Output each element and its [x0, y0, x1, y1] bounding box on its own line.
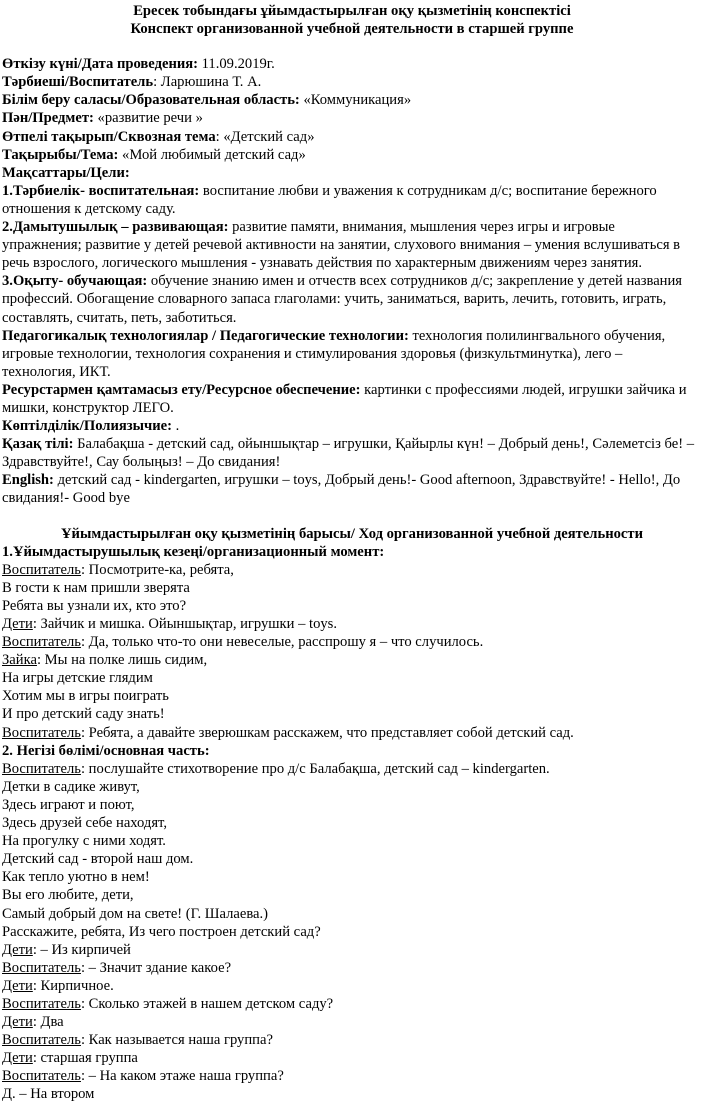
dialogue-line: [0, 579, 704, 597]
speaker-name: Дети: [2, 1050, 33, 1067]
line-text: : Сколько этажей в нашем детском саду?: [80, 995, 334, 1012]
english-vocab-line: [0, 471, 704, 507]
topic-line: [0, 146, 704, 164]
speaker-name: Дети: [2, 616, 33, 632]
line-text: : Ребята, а давайте зверюшкам расскажем, что представляет собой детский сад.: [80, 724, 574, 741]
title-ru: Конспект организованной учебной деятельности в старшей группе: [130, 21, 574, 38]
dialogue-line: [0, 850, 704, 868]
dialogue-line: [0, 778, 704, 796]
goal-developing-label: 2.Дамытушылық – развивающая:: [2, 219, 229, 236]
dialogue-line: [0, 561, 704, 579]
line-text: : старшая группа: [32, 1050, 138, 1067]
goals-heading: Мақсаттары/Цели:: [2, 164, 130, 181]
technologies-text: технология полилингвального обучения, игровые технологии, технология сохранения и стимулирования здоровья (физкультминутка), лего – технология, ИКТ.: [2, 327, 666, 380]
polylingual-label: Көптілділік/Полиязычие:: [2, 418, 173, 435]
line-text: Вы его любите, дети,: [2, 887, 134, 904]
dialogue-line: [0, 977, 704, 995]
dialogue-line: [0, 941, 704, 959]
goal-educational: [0, 182, 704, 218]
dialogue-line: [0, 832, 704, 850]
technologies-label: Педагогикалық технологиялар / Педагогические технологии:: [2, 327, 409, 344]
line-text: : послушайте стихотворение про д/с Балабақша, детский сад – kindergarten.: [80, 760, 550, 777]
cross-topic-line: [0, 128, 704, 146]
line-text: Здесь друзей себе находят,: [2, 815, 167, 832]
part1-dialogue: [0, 561, 704, 742]
date-value: 11.09.2019г.: [198, 56, 275, 73]
line-text: : Мы на полке лишь сидим,: [36, 652, 208, 669]
line-text: Ребята вы узнали их, кто это?: [2, 597, 187, 614]
resources-line: [0, 381, 704, 417]
line-text: На игры детские глядим: [2, 670, 153, 687]
line-text: Д. – На втором: [2, 1086, 95, 1103]
dialogue-line: [0, 905, 704, 923]
cross-topic-value: : «Детский сад»: [215, 128, 315, 145]
polylingual-value: .: [172, 418, 180, 435]
dialogue-line: [0, 597, 704, 615]
line-text: Детский сад - второй наш дом.: [2, 851, 194, 868]
dialogue-line: [0, 615, 704, 633]
english-vocab-label: English:: [2, 472, 54, 489]
topic-value: «Мой любимый детский сад»: [118, 146, 306, 163]
dialogue-line: [0, 1085, 704, 1103]
topic-label: Тақырыбы/Тема:: [2, 146, 119, 163]
document-page: [0, 2, 704, 1104]
goal-developing-text: развитие памяти, внимания, мышления через игры и игровые упражнения; развитие у детей речевой активности на занятии, слухового внимания – умения вслушиваться в речь взрослого, логического мышления - узнавать действия по характерным движениям через занятия.: [2, 219, 681, 272]
line-text: В гости к нам пришли зверята: [2, 579, 190, 596]
dialogue-line: [0, 705, 704, 723]
dialogue-line: [0, 669, 704, 687]
line-text: : Да, только что-то они невеселые, расспрошу я – что случилось.: [80, 634, 484, 651]
course-title: Ұйымдастырылған оқу қызметінің барысы/ Ход организованной учебной деятельности: [61, 525, 643, 542]
date-label: Өткізу күні/Дата проведения:: [2, 56, 199, 73]
speaker-name: Дети: [2, 1014, 33, 1031]
part2-dialogue: [0, 760, 704, 1104]
dialogue-line: [0, 886, 704, 904]
dialogue-line: [0, 995, 704, 1013]
teacher-label: Тәрбиеші/Воспитатель: [2, 74, 154, 91]
dialogue-line: [0, 687, 704, 705]
line-text: Расскажите, ребята, Из чего построен детский сад?: [2, 923, 321, 940]
speaker-name: Воспитатель: [2, 724, 81, 741]
line-text: На прогулку с ними ходят.: [2, 833, 166, 850]
line-text: : – Значит здание какое?: [80, 959, 232, 976]
line-text: Здесь играют и поют,: [2, 796, 135, 813]
subject-value: «развитие речи »: [93, 110, 203, 127]
dialogue-line: [0, 868, 704, 886]
goal-educational-label: 1.Тәрбиелік- воспитательная:: [2, 182, 200, 199]
english-vocab-text: детский сад - kindergarten, игрушки – toys, Добрый день!- Good afternoon, Здравствуйте! - Hello!, До свидания!- Good bye: [2, 472, 681, 507]
goal-educational-text: воспитание любви и уважения к сотрудникам д/с; воспитание бережного отношения к детскому саду.: [2, 182, 657, 217]
dialogue-line: [0, 1031, 704, 1049]
teacher-value: : Ларюшина Т. А.: [153, 74, 262, 91]
area-label: Білім беру саласы/Образовательная область:: [2, 92, 300, 109]
line-text: : Как называется наша группа?: [80, 1032, 273, 1049]
kazakh-vocab-label: Қазақ тілі:: [2, 436, 74, 453]
dialogue-line: [0, 1013, 704, 1031]
goal-developing: [0, 218, 704, 272]
speaker-name: Воспитатель: [2, 1068, 81, 1085]
dialogue-line: [0, 651, 704, 669]
line-text: Детки в садике живут,: [2, 778, 140, 795]
polylingual-line: [0, 417, 704, 435]
technologies-line: [0, 327, 704, 381]
line-text: : Посмотрите-ка, ребята,: [80, 561, 234, 578]
goal-teaching-text: обучение знанию имен и отчеств всех сотрудников д/с; закрепление у детей названия профессий. Обогащение словарного запаса глаголами: учить, заниматься, варить, лечить, готовить, играть, составлять, считать, петь, заботиться.: [2, 273, 683, 326]
speaker-name: Воспитатель: [2, 634, 81, 651]
area-line: [0, 91, 704, 109]
dialogue-line: [0, 760, 704, 778]
line-text: И про детский саду знать!: [2, 706, 165, 723]
date-line: [0, 55, 704, 73]
line-text: Хотим мы в игры поиграть: [2, 688, 169, 705]
speaker-name: Воспитатель: [2, 1032, 81, 1049]
line-text: : Кирпичное.: [32, 977, 114, 994]
dialogue-line: [0, 633, 704, 651]
dialogue-line: [0, 1049, 704, 1067]
goal-teaching-label: 3.Оқыту- обучающая:: [2, 273, 148, 290]
line-text: : Зайчик и мишка. Ойыншықтар, игрушки – toys.: [32, 616, 338, 632]
dialogue-line: [0, 1067, 704, 1085]
area-value: «Коммуникация»: [299, 92, 412, 109]
dialogue-line: [0, 724, 704, 742]
resources-text: картинки с профессиями людей, игрушки зайчика и мишки, конструктор ЛЕГО.: [2, 381, 687, 416]
line-text: Самый добрый дом на свете! (Г. Шалаева.): [2, 905, 269, 922]
teacher-line: [0, 73, 704, 91]
line-text: : – На каком этаже наша группа?: [80, 1068, 284, 1085]
speaker-name: Воспитатель: [2, 760, 81, 777]
line-text: : – Из кирпичей: [32, 941, 131, 958]
speaker-name: Зайка: [2, 652, 37, 669]
kazakh-vocab-line: [0, 435, 704, 471]
title-kz: Ересек тобындағы ұйымдастырылған оқу қызметінің конспектісі: [133, 3, 571, 19]
goal-teaching: [0, 272, 704, 326]
dialogue-line: [0, 959, 704, 977]
cross-topic-label: Өтпелі тақырып/Сквозная тема: [2, 128, 216, 145]
subject-label: Пән/Предмет:: [2, 110, 94, 127]
speaker-name: Воспитатель: [2, 995, 81, 1012]
speaker-name: Дети: [2, 977, 33, 994]
line-text: Как тепло уютно в нем!: [2, 869, 150, 886]
part2-heading: 2. Негізі бөлімі/основная часть:: [2, 742, 210, 759]
part1-heading: 1.Ұйымдастырушылық кезеңі/организационный момент:: [2, 543, 385, 560]
line-text: : Два: [32, 1014, 64, 1031]
dialogue-line: [0, 923, 704, 941]
subject-line: [0, 109, 704, 127]
speaker-name: Дети: [2, 941, 33, 958]
dialogue-line: [0, 796, 704, 814]
dialogue-line: [0, 814, 704, 832]
speaker-name: Воспитатель: [2, 959, 81, 976]
speaker-name: Воспитатель: [2, 561, 81, 578]
resources-label: Ресурстармен қамтамасыз ету/Ресурсное обеспечение:: [2, 381, 361, 398]
kazakh-vocab-text: Балабақша - детский сад, ойыншықтар – игрушки, Қайырлы күн! – Добрый день!, Сәлеметсіз бе! – Здравствуйте!, Сау болыңыз! – До свидания!: [2, 436, 695, 471]
